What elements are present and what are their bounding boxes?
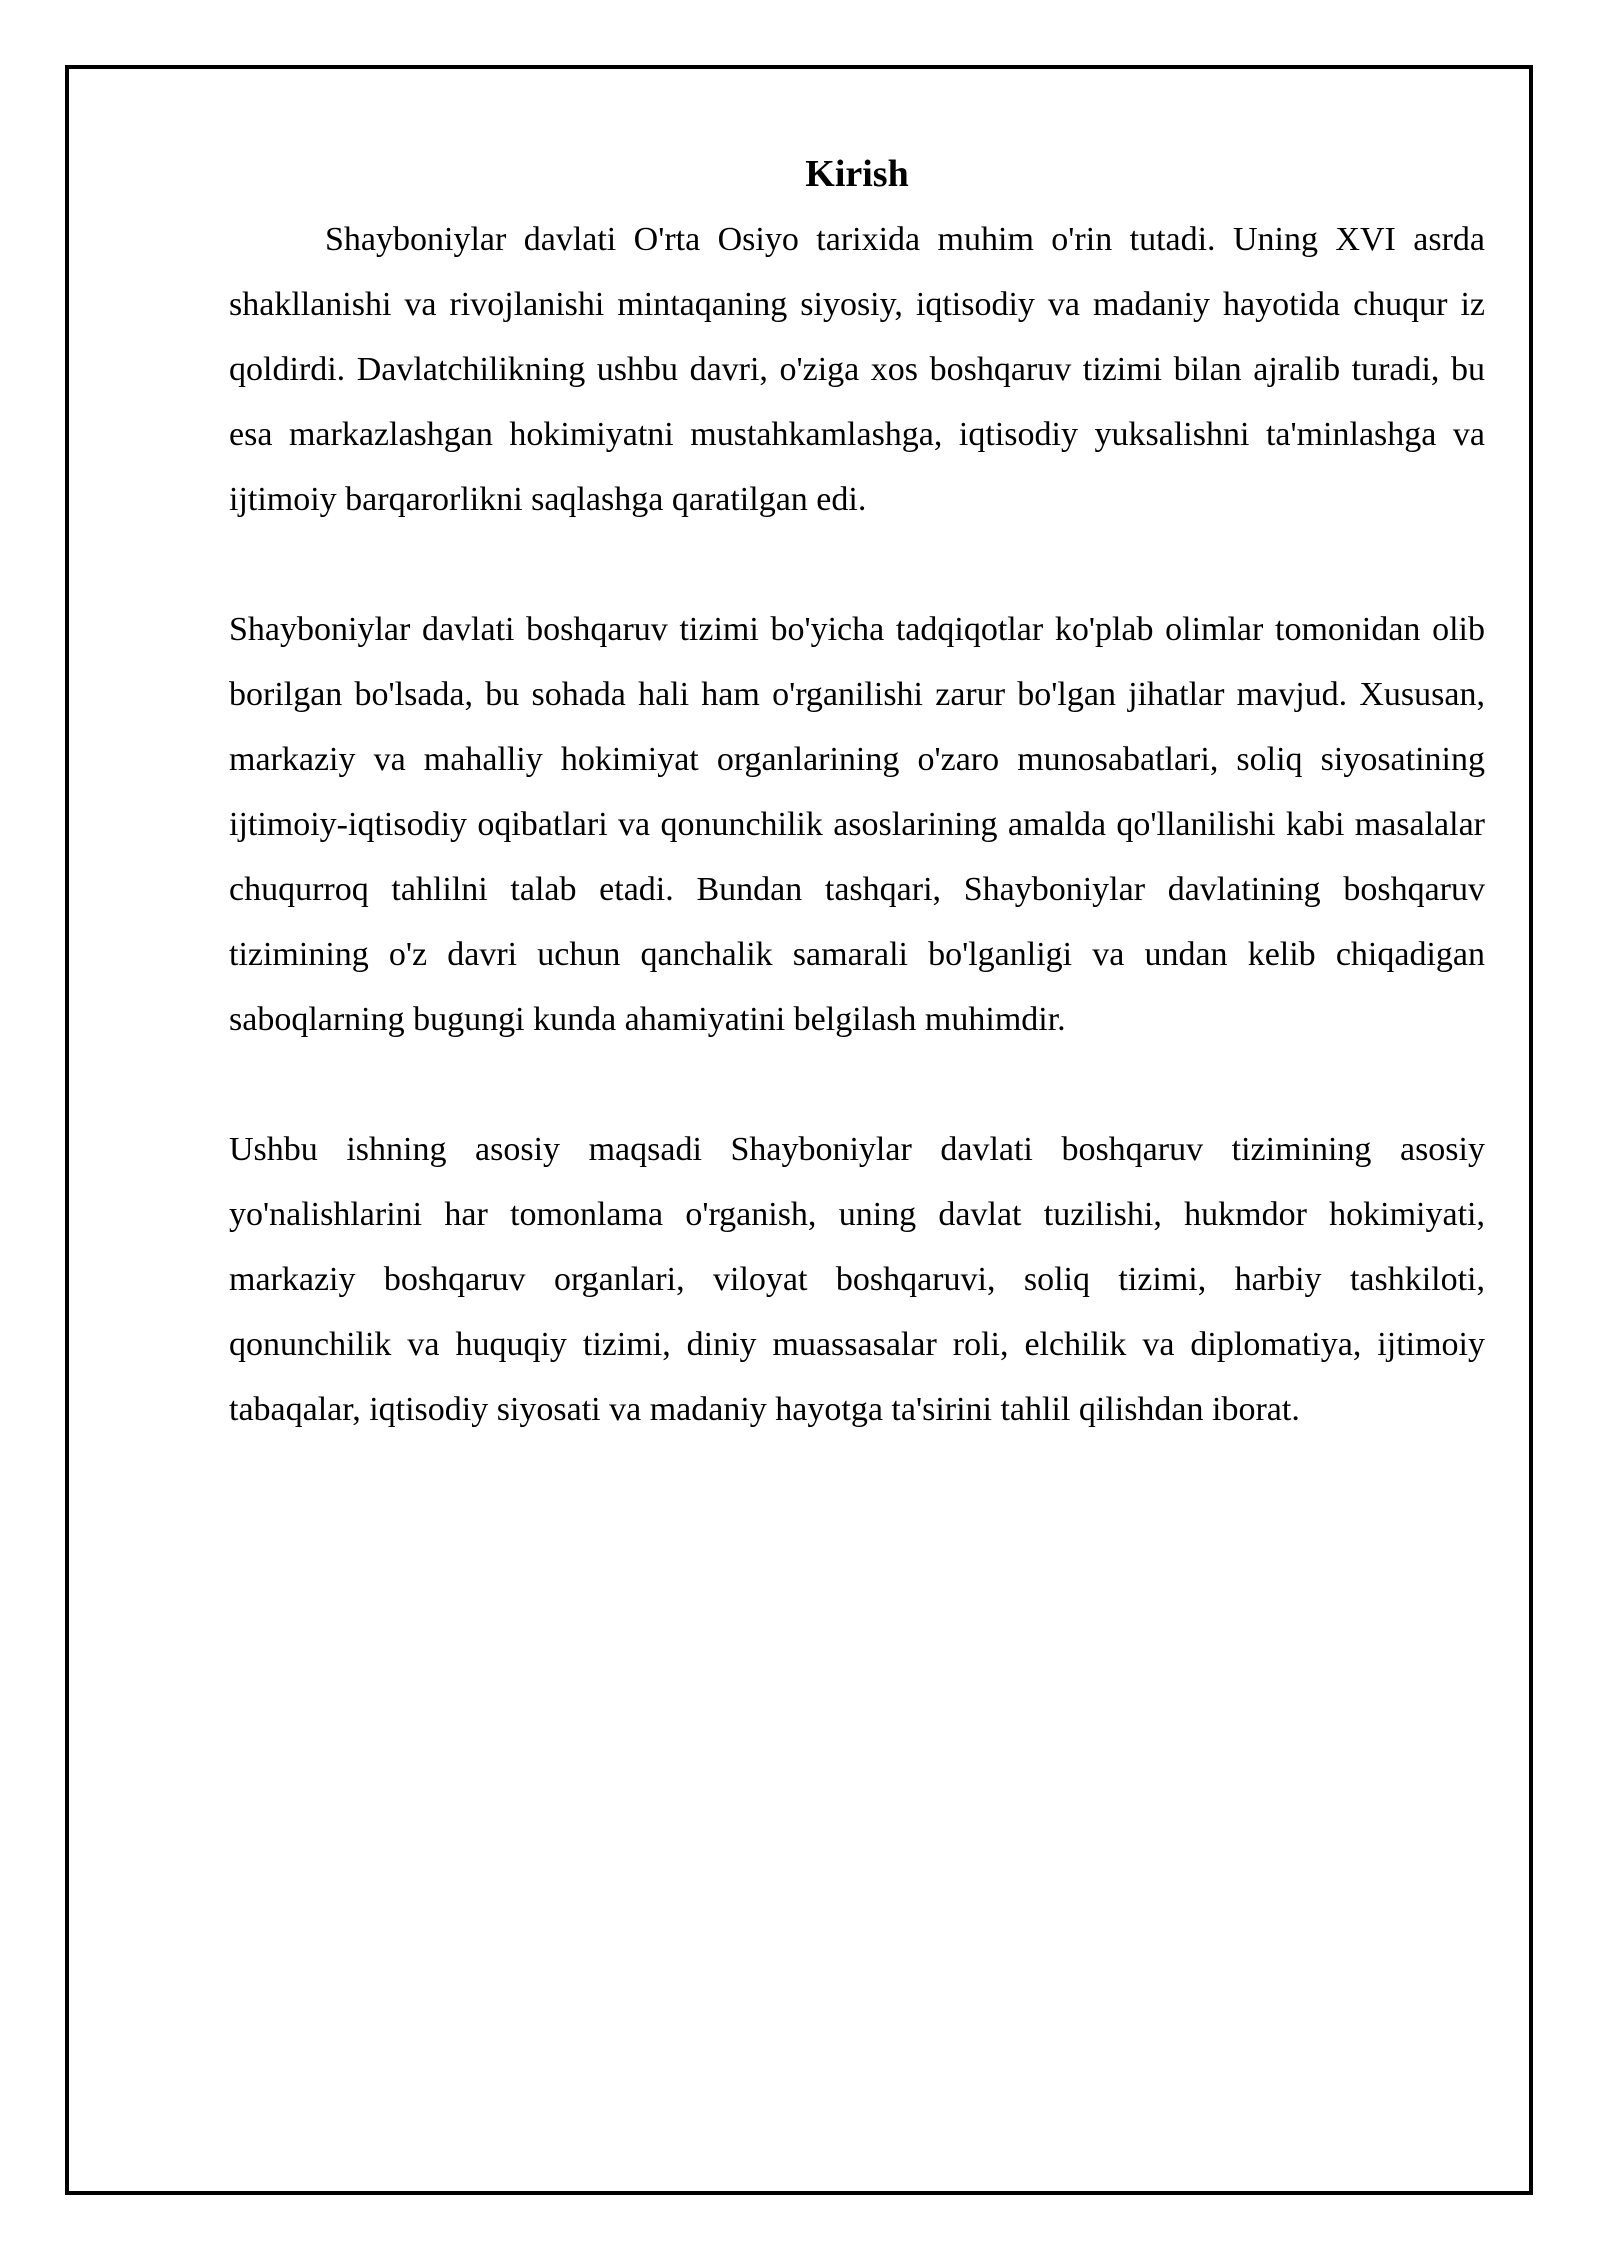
paragraph-spacer — [229, 1052, 1485, 1117]
paragraph-2: Shayboniylar davlati boshqaruv tizimi bo'yicha tadqiqotlar ko'plab olimlar tomonidan olib borilgan bo'lsada, bu sohada hali ham o'rganilishi zarur bo'lgan jihatlar mavjud. Xususan, markaziy va mahalliy hokimiyat organlarining o'zaro munosabatlari, soliq siyosatining ijtimoiy-iqtisodiy oqibatlari va qonunchilik asoslarining amalda qo'llanilishi kabi masalalar chuqurroq tahlilni talab etadi. Bundan tashqari, Shayboniylar davlatining boshqaruv tizimining o'z davri uchun qanchalik samarali bo'lganligi va undan kelib chiqadigan saboqlarning bugungi kunda ahamiyatini belgilash muhimdir. — [229, 611, 1485, 1038]
document-title: Kirish — [805, 153, 909, 195]
paragraph-3: Ushbu ishning asosiy maqsadi Shayboniylar davlati boshqaruv tizimining asosiy yo'nalishlarini har tomonlama o'rganish, uning davlat tuzilishi, hukmdor hokimiyati, markaziy boshqaruv organlari, viloyat boshqaruvi, soliq tizimi, harbiy tashkiloti, qonunchilik va huquqiy tizimi, diniy muassasalar roli, elchilik va diplomatiya, ijtimoiy tabaqalar, iqtisodiy siyosati va madaniy hayotga ta'sirini tahlil qilishdan iborat. — [229, 1131, 1485, 1428]
paragraph-spacer — [229, 532, 1485, 597]
document-body — [229, 142, 1485, 1442]
paragraph-1: Shayboniylar davlati O'rta Osiyo tarixida muhim o'rin tutadi. Uning XVI asrda shakllanishi va rivojlanishi mintaqaning siyosiy, iqtisodiy va madaniy hayotida chuqur iz qoldirdi. Davlatchilikning ushbu davri, o'ziga xos boshqaruv tizimi bilan ajralib turadi, bu esa markazlashgan hokimiyatni mustahkamlashga, iqtisodiy yuksalishni ta'minlashga va ijtimoiy barqarorlikni saqlashga qaratilgan edi. — [229, 221, 1485, 518]
